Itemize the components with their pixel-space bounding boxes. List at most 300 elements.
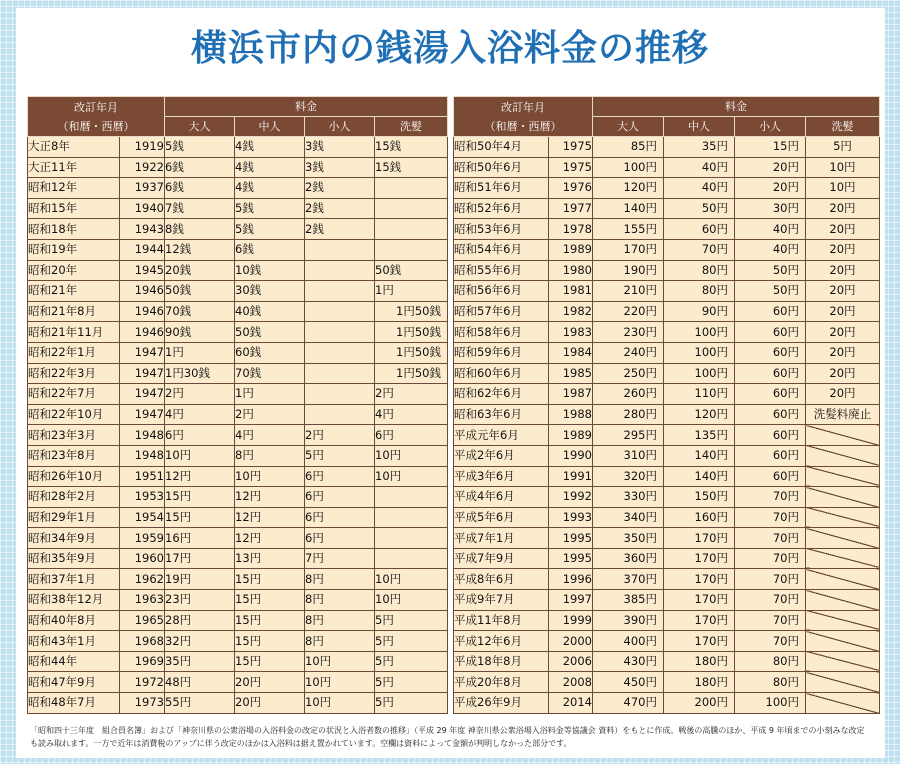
fee-wash: 20円 — [806, 219, 880, 240]
revision-era: 昭和54年6月 — [454, 239, 549, 260]
fee-wash: 5円 — [375, 693, 448, 714]
table-row — [28, 322, 448, 343]
fee-middle: 135円 — [664, 425, 735, 446]
fee-adult: 100円 — [593, 157, 664, 178]
revision-era: 大正8年 — [28, 137, 120, 158]
fee-adult: 12円 — [165, 466, 235, 487]
fee-child: 60円 — [735, 322, 806, 343]
fee-wash: 10円 — [806, 157, 880, 178]
fee-wash: 20円 — [806, 301, 880, 322]
fee-adult: 23円 — [165, 590, 235, 611]
fee-wash — [375, 239, 448, 260]
revision-era: 平成元年6月 — [454, 425, 549, 446]
fee-child: 100円 — [735, 693, 806, 714]
revision-year: 1946 — [120, 301, 165, 322]
fee-child: 70円 — [735, 487, 806, 508]
fee-middle: 8円 — [235, 445, 305, 466]
revision-year: 1946 — [120, 322, 165, 343]
table-row — [28, 301, 448, 322]
fee-middle: 60円 — [664, 219, 735, 240]
fee-header: 料金 — [593, 97, 880, 117]
fee-adult: 70銭 — [165, 301, 235, 322]
table-row — [454, 239, 880, 260]
fee-wash: 50銭 — [375, 260, 448, 281]
fee-adult: 4円 — [165, 404, 235, 425]
fee-middle: 60銭 — [235, 342, 305, 363]
revision-year: 1946 — [120, 281, 165, 302]
revision-year: 1962 — [120, 569, 165, 590]
fee-wash: 20円 — [806, 239, 880, 260]
fee-adult: 190円 — [593, 260, 664, 281]
revision-year: 1940 — [120, 198, 165, 219]
fee-middle: 170円 — [664, 631, 735, 652]
fee-wash — [375, 548, 448, 569]
revision-year: 1947 — [120, 363, 165, 384]
fee-child: 60円 — [735, 425, 806, 446]
revision-year: 1995 — [549, 548, 593, 569]
fee-middle: 2円 — [235, 404, 305, 425]
table-row — [28, 178, 448, 199]
table-row — [28, 425, 448, 446]
table-row — [28, 487, 448, 508]
fee-wash — [375, 178, 448, 199]
fee-child: 80円 — [735, 672, 806, 693]
revision-era: 昭和21年8月 — [28, 301, 120, 322]
fee-adult: 50銭 — [165, 281, 235, 302]
fee-child: 30円 — [735, 198, 806, 219]
fee-adult: 240円 — [593, 342, 664, 363]
table-row — [28, 404, 448, 425]
table-row — [454, 569, 880, 590]
revision-year: 1993 — [549, 507, 593, 528]
table-row — [28, 548, 448, 569]
revision-year: 1983 — [549, 322, 593, 343]
revision-year: 1953 — [120, 487, 165, 508]
fee-child: 3銭 — [305, 157, 375, 178]
fee-child: 70円 — [735, 528, 806, 549]
fee-child: 3銭 — [305, 137, 375, 158]
table-row — [28, 198, 448, 219]
fee-adult: 28円 — [165, 610, 235, 631]
fee-adult: 15円 — [165, 487, 235, 508]
revision-era: 昭和60年6月 — [454, 363, 549, 384]
table-row — [28, 137, 448, 158]
fee-wash: 5円 — [375, 651, 448, 672]
fee-wash: 1円50銭 — [375, 363, 448, 384]
revision-era: 平成9年7月 — [454, 590, 549, 611]
fee-middle: 5銭 — [235, 219, 305, 240]
fee-middle: 13円 — [235, 548, 305, 569]
fee-child: 8円 — [305, 631, 375, 652]
table-row — [454, 198, 880, 219]
fee-wash — [806, 693, 880, 714]
fee-child: 60円 — [735, 342, 806, 363]
table-row — [454, 590, 880, 611]
revision-year: 1990 — [549, 445, 593, 466]
revision-year: 2000 — [549, 631, 593, 652]
col-wash: 洗髪 — [375, 117, 448, 137]
fee-child: 60円 — [735, 384, 806, 405]
fee-middle: 80円 — [664, 281, 735, 302]
fee-child: 2銭 — [305, 219, 375, 240]
revision-year: 1988 — [549, 404, 593, 425]
fee-middle: 80円 — [664, 260, 735, 281]
revision-year: 1995 — [549, 528, 593, 549]
revision-year: 1972 — [120, 672, 165, 693]
table-row — [454, 219, 880, 240]
fee-wash — [375, 507, 448, 528]
table-row — [28, 590, 448, 611]
revision-year: 1937 — [120, 178, 165, 199]
revision-era: 平成12年6月 — [454, 631, 549, 652]
revision-era: 昭和26年10月 — [28, 466, 120, 487]
fee-adult: 12銭 — [165, 239, 235, 260]
fee-adult: 230円 — [593, 322, 664, 343]
table-row — [454, 548, 880, 569]
fee-wash — [375, 528, 448, 549]
table-row — [454, 178, 880, 199]
fee-child: 20円 — [735, 178, 806, 199]
fee-adult: 6銭 — [165, 157, 235, 178]
revision-header — [28, 97, 165, 137]
revision-header-line2: （和暦・西暦） — [57, 119, 135, 133]
fee-child: 6円 — [305, 487, 375, 508]
fee-middle: 4銭 — [235, 157, 305, 178]
fee-middle: 12円 — [235, 528, 305, 549]
fee-middle: 100円 — [664, 342, 735, 363]
table-row — [28, 528, 448, 549]
revision-year: 2006 — [549, 651, 593, 672]
revision-era: 平成8年6月 — [454, 569, 549, 590]
fee-adult: 360円 — [593, 548, 664, 569]
revision-year: 1969 — [120, 651, 165, 672]
fee-adult: 390円 — [593, 610, 664, 631]
fee-middle: 140円 — [664, 466, 735, 487]
fee-child: 6円 — [305, 528, 375, 549]
fee-adult: 430円 — [593, 651, 664, 672]
fee-child: 50円 — [735, 281, 806, 302]
revision-year: 1976 — [549, 178, 593, 199]
revision-era: 昭和29年1月 — [28, 507, 120, 528]
table-row — [454, 631, 880, 652]
revision-era: 昭和21年11月 — [28, 322, 120, 343]
fee-wash — [806, 590, 880, 611]
fee-middle: 20円 — [235, 693, 305, 714]
revision-era: 昭和52年6月 — [454, 198, 549, 219]
fee-adult: 310円 — [593, 445, 664, 466]
fee-adult: 140円 — [593, 198, 664, 219]
table-row — [28, 507, 448, 528]
fee-wash: 20円 — [806, 384, 880, 405]
revision-era: 昭和28年2月 — [28, 487, 120, 508]
table-row — [454, 466, 880, 487]
fee-adult: 32円 — [165, 631, 235, 652]
revision-era: 昭和22年10月 — [28, 404, 120, 425]
revision-year: 1989 — [549, 239, 593, 260]
table-row — [454, 301, 880, 322]
table-row — [454, 651, 880, 672]
fee-middle: 15円 — [235, 610, 305, 631]
fee-adult: 385円 — [593, 590, 664, 611]
fee-child — [305, 342, 375, 363]
fee-adult: 1円 — [165, 342, 235, 363]
fee-child: 60円 — [735, 466, 806, 487]
table-row — [28, 219, 448, 240]
fee-child — [305, 322, 375, 343]
fee-child — [305, 281, 375, 302]
fee-adult: 260円 — [593, 384, 664, 405]
fee-adult: 280円 — [593, 404, 664, 425]
fee-wash: 20円 — [806, 260, 880, 281]
revision-year: 1963 — [120, 590, 165, 611]
revision-year: 1987 — [549, 384, 593, 405]
fee-middle: 6銭 — [235, 239, 305, 260]
revision-era: 平成7年9月 — [454, 548, 549, 569]
fee-adult: 350円 — [593, 528, 664, 549]
fee-adult: 35円 — [165, 651, 235, 672]
fee-adult: 450円 — [593, 672, 664, 693]
revision-era: 昭和43年1月 — [28, 631, 120, 652]
fee-middle: 170円 — [664, 610, 735, 631]
fee-wash — [806, 651, 880, 672]
col-adult: 大人 — [165, 117, 235, 137]
revision-year: 1947 — [120, 342, 165, 363]
table-row — [454, 384, 880, 405]
footnote: 「昭和四十三年度 組合員名簿」および「神奈川県の公衆浴場の入浴料金の改定の状況と入浴者数の推移」（平成 29 年度 神奈川県公衆浴場入浴料金等協議会 資料）をもとに作成。戦後の高騰のほか、平成 9 年頃までの小刻みな改定も読み取れます。一方で近年は消費税のアップに伴う改定のほかは入浴料は据え置かれています。空欄は資料によって金額が判明しなかった部分です。 — [30, 726, 865, 748]
fee-adult: 17円 — [165, 548, 235, 569]
fee-child: 7円 — [305, 548, 375, 569]
revision-year: 1945 — [120, 260, 165, 281]
col-middle: 中人 — [235, 117, 305, 137]
revision-era: 昭和15年 — [28, 198, 120, 219]
table-row — [454, 404, 880, 425]
fee-adult: 90銭 — [165, 322, 235, 343]
revision-era: 昭和22年3月 — [28, 363, 120, 384]
table-row — [454, 445, 880, 466]
revision-year: 1943 — [120, 219, 165, 240]
revision-era: 昭和37年1月 — [28, 569, 120, 590]
fee-child: 50円 — [735, 260, 806, 281]
fee-child: 70円 — [735, 507, 806, 528]
fee-middle: 40銭 — [235, 301, 305, 322]
revision-era: 昭和23年8月 — [28, 445, 120, 466]
revision-era: 昭和58年6月 — [454, 322, 549, 343]
col-middle: 中人 — [664, 117, 735, 137]
fee-adult: 220円 — [593, 301, 664, 322]
fee-middle: 15円 — [235, 569, 305, 590]
fee-wash — [375, 487, 448, 508]
fee-wash: 6円 — [375, 425, 448, 446]
fee-adult: 20銭 — [165, 260, 235, 281]
fee-middle: 20円 — [235, 672, 305, 693]
fee-adult: 120円 — [593, 178, 664, 199]
fee-middle: 15円 — [235, 631, 305, 652]
fee-wash — [806, 466, 880, 487]
fee-middle: 10円 — [235, 466, 305, 487]
fee-adult: 8銭 — [165, 219, 235, 240]
fee-middle: 70円 — [664, 239, 735, 260]
fee-middle: 35円 — [664, 137, 735, 158]
fee-adult: 470円 — [593, 693, 664, 714]
fee-adult: 6銭 — [165, 178, 235, 199]
fee-child: 2銭 — [305, 178, 375, 199]
revision-year: 1973 — [120, 693, 165, 714]
revision-year: 1996 — [549, 569, 593, 590]
revision-year: 1922 — [120, 157, 165, 178]
fee-child: 10円 — [305, 672, 375, 693]
fee-child: 70円 — [735, 548, 806, 569]
fee-middle: 40円 — [664, 157, 735, 178]
revision-era: 平成3年6月 — [454, 466, 549, 487]
fee-adult: 340円 — [593, 507, 664, 528]
fee-wash: 1円50銭 — [375, 301, 448, 322]
fee-wash: 1円 — [375, 281, 448, 302]
fee-wash: 20円 — [806, 281, 880, 302]
fee-child: 70円 — [735, 569, 806, 590]
revision-era: 昭和40年8月 — [28, 610, 120, 631]
fee-middle: 150円 — [664, 487, 735, 508]
table-row — [454, 507, 880, 528]
fee-wash: 20円 — [806, 342, 880, 363]
fee-middle: 140円 — [664, 445, 735, 466]
fee-adult: 16円 — [165, 528, 235, 549]
fee-middle: 5銭 — [235, 198, 305, 219]
fee-middle: 15円 — [235, 651, 305, 672]
revision-era: 昭和47年9月 — [28, 672, 120, 693]
table-row — [28, 693, 448, 714]
revision-year: 1944 — [120, 239, 165, 260]
table-row — [28, 260, 448, 281]
revision-year: 1991 — [549, 466, 593, 487]
fee-adult: 1円30銭 — [165, 363, 235, 384]
fee-child: 6円 — [305, 507, 375, 528]
revision-era: 昭和55年6月 — [454, 260, 549, 281]
table-row — [28, 466, 448, 487]
table-row — [28, 631, 448, 652]
revision-year: 1997 — [549, 590, 593, 611]
fee-child: 60円 — [735, 363, 806, 384]
revision-era: 昭和56年6月 — [454, 281, 549, 302]
col-child: 小人 — [305, 117, 375, 137]
fee-child: 60円 — [735, 445, 806, 466]
table-row — [454, 528, 880, 549]
table-row — [454, 693, 880, 714]
fee-child: 60円 — [735, 404, 806, 425]
fee-child: 10円 — [305, 693, 375, 714]
revision-year: 1948 — [120, 445, 165, 466]
fee-wash — [375, 198, 448, 219]
fee-middle: 170円 — [664, 548, 735, 569]
fee-child — [305, 301, 375, 322]
table-row — [28, 157, 448, 178]
fee-wash — [375, 219, 448, 240]
col-child: 小人 — [735, 117, 806, 137]
table-row — [454, 157, 880, 178]
fee-wash: 10円 — [375, 466, 448, 487]
revision-era: 昭和50年6月 — [454, 157, 549, 178]
revision-year: 1975 — [549, 157, 593, 178]
fee-child: 15円 — [735, 137, 806, 158]
fee-child: 70円 — [735, 590, 806, 611]
revision-era: 昭和18年 — [28, 219, 120, 240]
revision-era: 昭和63年6月 — [454, 404, 549, 425]
fee-child — [305, 363, 375, 384]
fee-adult: 330円 — [593, 487, 664, 508]
fee-wash: 20円 — [806, 322, 880, 343]
fee-wash: 10円 — [375, 445, 448, 466]
fee-wash: 15銭 — [375, 137, 448, 158]
revision-era: 平成2年6月 — [454, 445, 549, 466]
revision-era: 昭和48年7月 — [28, 693, 120, 714]
revision-era: 大正11年 — [28, 157, 120, 178]
fee-wash: 5円 — [375, 610, 448, 631]
table-row — [28, 384, 448, 405]
revision-era: 昭和21年 — [28, 281, 120, 302]
fee-middle: 12円 — [235, 487, 305, 508]
revision-header-line2: （和暦・西暦） — [484, 119, 562, 133]
fee-child: 8円 — [305, 569, 375, 590]
revision-year: 1975 — [549, 137, 593, 158]
revision-year: 1989 — [549, 425, 593, 446]
revision-year: 2014 — [549, 693, 593, 714]
fee-wash: 10円 — [375, 569, 448, 590]
revision-year: 1980 — [549, 260, 593, 281]
fee-adult: 15円 — [165, 507, 235, 528]
fee-middle: 40円 — [664, 178, 735, 199]
fee-wash: 1円50銭 — [375, 342, 448, 363]
fee-child: 40円 — [735, 219, 806, 240]
table-row — [28, 672, 448, 693]
fee-child: 5円 — [305, 445, 375, 466]
fee-wash — [806, 631, 880, 652]
revision-era: 平成11年8月 — [454, 610, 549, 631]
fee-middle: 180円 — [664, 651, 735, 672]
table-row — [28, 342, 448, 363]
fee-middle: 30銭 — [235, 281, 305, 302]
fee-middle: 10銭 — [235, 260, 305, 281]
fee-adult: 170円 — [593, 239, 664, 260]
fee-child: 2銭 — [305, 198, 375, 219]
fee-wash: 15銭 — [375, 157, 448, 178]
table-row — [454, 487, 880, 508]
fee-middle: 70銭 — [235, 363, 305, 384]
fee-middle: 170円 — [664, 569, 735, 590]
revision-era: 平成4年6月 — [454, 487, 549, 508]
fee-header: 料金 — [165, 97, 448, 117]
fee-middle: 180円 — [664, 672, 735, 693]
revision-year: 1965 — [120, 610, 165, 631]
revision-header-line1: 改訂年月 — [74, 100, 118, 114]
fee-adult: 6円 — [165, 425, 235, 446]
fee-child — [305, 404, 375, 425]
table-row — [454, 425, 880, 446]
fee-wash: 20円 — [806, 363, 880, 384]
fee-child: 2円 — [305, 425, 375, 446]
revision-year: 1948 — [120, 425, 165, 446]
fee-middle: 160円 — [664, 507, 735, 528]
revision-era: 昭和62年6月 — [454, 384, 549, 405]
revision-era: 昭和38年12月 — [28, 590, 120, 611]
fee-wash — [806, 672, 880, 693]
revision-era: 昭和35年9月 — [28, 548, 120, 569]
table-row — [454, 281, 880, 302]
revision-year: 1977 — [549, 198, 593, 219]
fee-middle: 1円 — [235, 384, 305, 405]
fee-adult: 19円 — [165, 569, 235, 590]
table-row — [28, 363, 448, 384]
revision-era: 昭和23年3月 — [28, 425, 120, 446]
fee-middle: 50銭 — [235, 322, 305, 343]
